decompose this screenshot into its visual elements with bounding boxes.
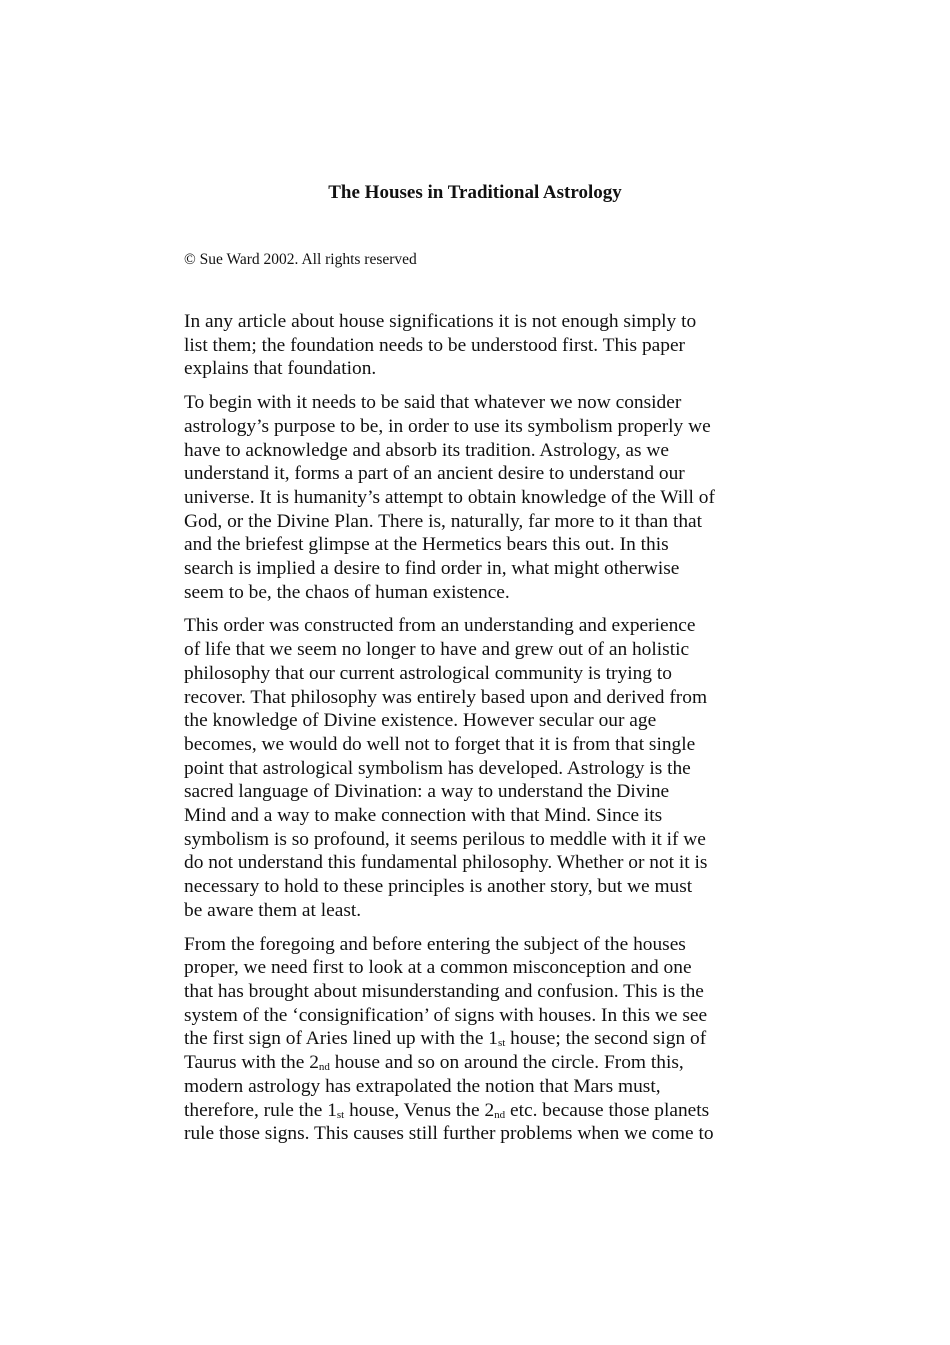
- text-fragment: house; the second sign of: [505, 1028, 707, 1050]
- text-line: have to acknowledge and absorb its tradition. Astrology, as we: [184, 439, 670, 461]
- text-line: becomes, we would do well not to forget that it is from that single: [184, 733, 696, 755]
- text-line: modern astrology has extrapolated the notion that Mars must,: [184, 1075, 661, 1097]
- text-fragment: house, Venus the 2: [344, 1099, 495, 1121]
- paragraph-3: [184, 614, 774, 922]
- text-line: In any article about house significations it is not enough simply to: [184, 311, 697, 332]
- text-line: search is implied a desire to find order in, what might otherwise: [184, 558, 680, 580]
- text-line-with-ordinal: [184, 1027, 774, 1051]
- ordinal-suffix: st: [497, 1037, 506, 1050]
- text-fragment: Taurus with the 2: [184, 1052, 319, 1074]
- text-fragment: etc. because those planets: [505, 1099, 710, 1121]
- text-line: recover. That philosophy was entirely based upon and derived from: [184, 686, 708, 708]
- text-line: seem to be, the chaos of human existence.: [184, 581, 510, 603]
- text-line: rule those signs. This causes still further problems when we come to: [184, 1123, 714, 1145]
- text-line: the knowledge of Divine existence. However secular our age: [184, 710, 657, 732]
- text-line: necessary to hold to these principles is another story, but we must: [184, 876, 693, 898]
- text-line: of life that we seem no longer to have and grew out of an holistic: [184, 639, 690, 661]
- ordinal-suffix: nd: [318, 1061, 330, 1074]
- ordinal-suffix: st: [336, 1108, 345, 1121]
- text-line: point that astrological symbolism has developed. Astrology is the: [184, 757, 691, 779]
- text-line: and the briefest glimpse at the Hermetics bears this out. In this: [184, 534, 669, 556]
- copyright-notice: © Sue Ward 2002. All rights reserved: [184, 251, 417, 268]
- text-line: God, or the Divine Plan. There is, naturally, far more to it than that: [184, 510, 703, 532]
- text-fragment: the first sign of Aries lined up with the 1: [184, 1028, 498, 1050]
- text-line: universe. It is humanity’s attempt to obtain knowledge of the Will of: [184, 486, 715, 508]
- document-title: The Houses in Traditional Astrology: [328, 182, 622, 203]
- text-line: be aware them at least.: [184, 899, 362, 921]
- text-fragment: therefore, rule the 1: [184, 1099, 337, 1121]
- text-line: proper, we need first to look at a common misconception and one: [184, 957, 692, 979]
- text-line: astrology’s purpose to be, in order to use its symbolism properly we: [184, 415, 711, 437]
- text-line: symbolism is so profound, it seems perilous to meddle with it if we: [184, 828, 706, 850]
- text-line: Mind and a way to make connection with that Mind. Since its: [184, 805, 663, 827]
- text-line: From the foregoing and before entering the subject of the houses: [184, 933, 686, 955]
- text-line: list them; the foundation needs to be understood first. This paper: [184, 334, 686, 356]
- text-line: explains that foundation.: [184, 358, 377, 380]
- paragraph-2: [184, 391, 774, 604]
- text-fragment: house and so on around the circle. From this,: [329, 1052, 684, 1074]
- text-line: This order was constructed from an understanding and experience: [184, 615, 696, 637]
- text-line: philosophy that our current astrological community is trying to: [184, 662, 672, 684]
- text-line: understand it, forms a part of an ancient desire to understand our: [184, 463, 685, 485]
- document-body: [184, 310, 774, 1156]
- text-line: do not understand this fundamental philosophy. Whether or not it is: [184, 852, 708, 874]
- text-line: To begin with it needs to be said that whatever we now consider: [184, 392, 682, 414]
- paragraph-1: [184, 310, 774, 381]
- text-line-with-ordinal: [184, 1051, 774, 1075]
- text-line: sacred language of Divination: a way to understand the Divine: [184, 781, 670, 803]
- text-line: system of the ‘consignification’ of signs with houses. In this we see: [184, 1004, 708, 1026]
- paragraph-4: [184, 933, 774, 1146]
- ordinal-suffix: nd: [494, 1108, 506, 1121]
- text-line: that has brought about misunderstanding and confusion. This is the: [184, 980, 704, 1002]
- text-line-with-ordinal: [184, 1099, 774, 1123]
